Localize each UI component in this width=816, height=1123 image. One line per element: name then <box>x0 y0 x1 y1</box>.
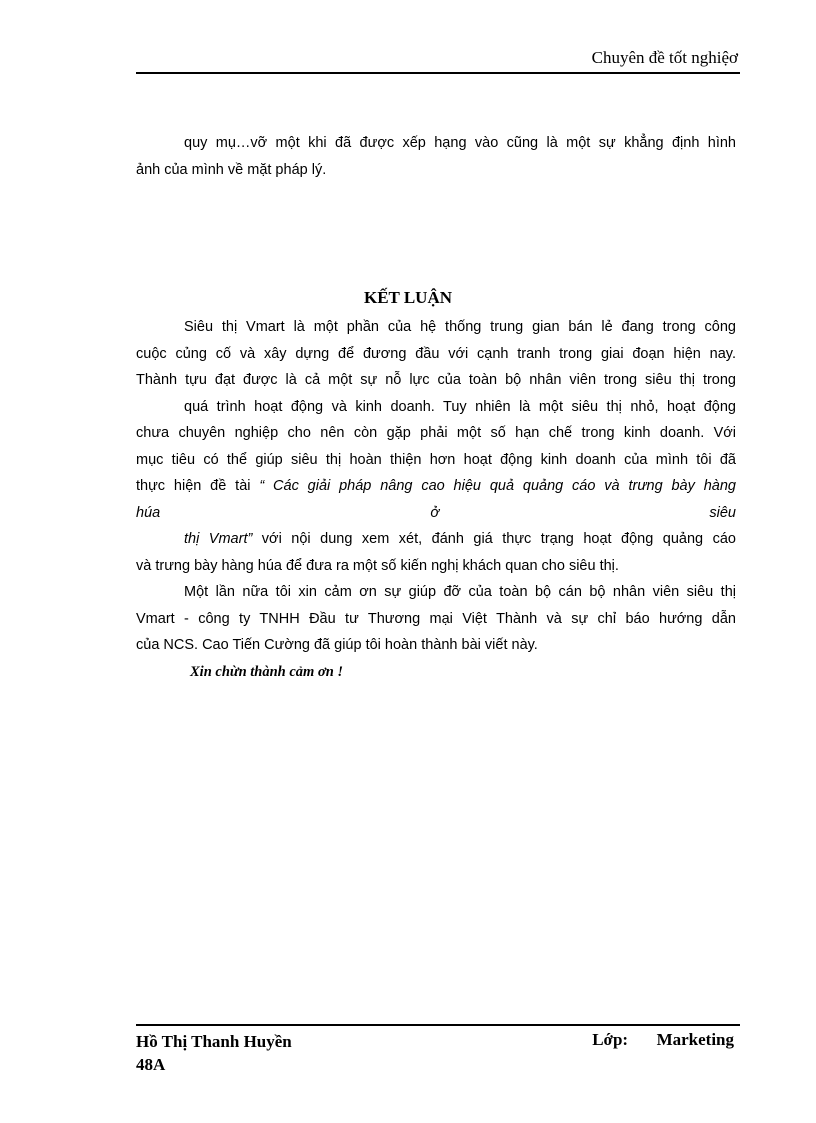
text-line: chưa chuyên nghiệp cho nên còn gặp phải một số hạn chế trong kinh doanh. Với <box>136 425 736 441</box>
text-line: cuộc củng cố và xây dựng để đương đầu với cạnh tranh trong giai đoạn hiện nay. <box>136 345 736 362</box>
footer-class-block <box>592 1030 734 1050</box>
footer-author-block <box>136 1030 292 1076</box>
topic-line <box>136 473 736 500</box>
text-line: của NCS. Cao Tiến Cường đã giúp tôi hoàn thành bài viết này. <box>136 637 538 653</box>
topic-title: “ Các giải pháp nâng cao hiệu quả quảng cáo và trưng bày hàng <box>259 478 736 494</box>
conclusion-paragraph <box>136 314 736 685</box>
text-line: quá trình hoạt động và kinh doanh. Tuy nhiên là một siêu thị nhỏ, hoạt động <box>184 398 736 415</box>
footer-divider <box>136 1024 740 1026</box>
text-line: ảnh của mình về mặt pháp lý. <box>136 161 327 178</box>
header-divider <box>136 72 740 74</box>
text-line: Một lần nữa tôi xin cảm ơn sự giúp đỡ của toàn bộ cán bộ nhân viên siêu thị <box>184 584 736 600</box>
class-name: Marketing <box>656 1030 734 1049</box>
spread-line <box>136 500 736 527</box>
page-header-title: Chuyên đề tốt nghiệơ <box>591 48 738 67</box>
topic-title-end: thị Vmart” <box>184 531 253 547</box>
spread-word: ở <box>430 504 440 521</box>
class-suffix: 48A <box>136 1055 166 1074</box>
closing-line: Xin chừn thành cảm ơn ! <box>190 663 344 680</box>
class-label: Lớp: <box>592 1030 629 1049</box>
section-heading: KẾT LUẬN <box>363 288 452 307</box>
text-line: mục tiêu có thể giúp siêu thị hoàn thiện hơn hoạt động kinh doanh của mình tôi đã <box>136 451 736 468</box>
text-line: quy mụ…vỡ một khi đã được xếp hạng vào cũng là một sự khẳng định hình <box>184 135 736 151</box>
intro-paragraph <box>136 130 736 183</box>
text-line: và trưng bày hàng húa để đưa ra một số kiến nghị khách quan cho siêu thị. <box>136 557 619 574</box>
text-line: Siêu thị Vmart là một phần của hệ thống trung gian bán lẻ đang trong công <box>184 319 736 335</box>
text-line: Vmart - công ty TNHH Đầu tư Thương mại Việt Thành và sự chỉ báo hướng dẫn <box>136 610 736 627</box>
text-span: với nội dung xem xét, đánh giá thực trạng hoạt động quảng cáo <box>252 531 736 547</box>
spread-word: húa <box>136 504 161 521</box>
topic-prefix: thực hiện đề tài <box>136 478 251 494</box>
text-line <box>136 526 736 553</box>
author-name: Hồ Thị Thanh Huyền <box>136 1032 292 1051</box>
text-line: Thành tựu đạt được là cả một sự nỗ lực của toàn bộ nhân viên trong siêu thị trong <box>136 372 736 388</box>
spread-word: siêu <box>709 504 736 521</box>
